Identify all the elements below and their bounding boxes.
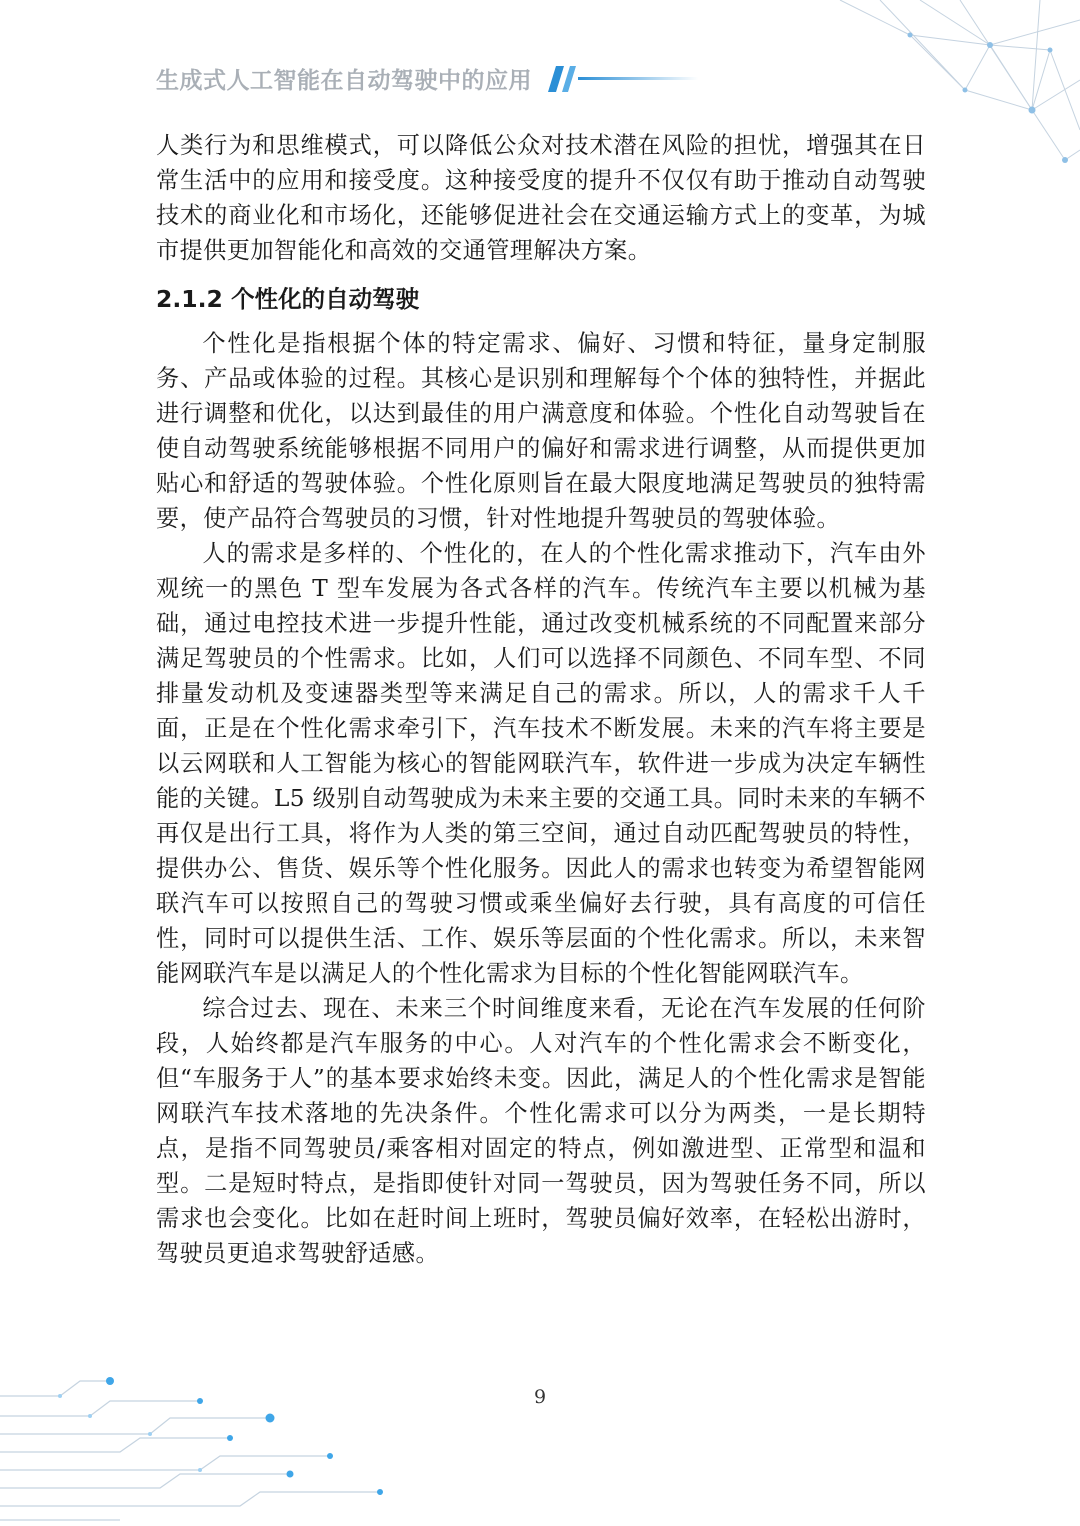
page-content <box>156 128 926 1271</box>
body-paragraph-3: 综合过去、现在、未来三个时间维度来看，无论在汽车发展的任何阶段，人始终都是汽车服务的中心。人对汽车的个性化需求会不断变化，但“车服务于人”的基本要求始终未变。因此，满足人的个性化需求是智能网联汽车技术落地的先决条件。个性化需求可以分为两类，一是长期特点，是指不同驾驶员/乘客相对固定的特点，例如激进型、正常型和温和型。二是短时特点，是指即使针对同一驾驶员，因为驾驶任务不同，所以需求也会变化。比如在赶时间上班时，驾驶员偏好效率，在轻松出游时，驾驶员更追求驾驶舒适感。 <box>156 995 926 1267</box>
intro-paragraph: 人类行为和思维模式，可以降低公众对技术潜在风险的担忧，增强其在日常生活中的应用和接受度。这种接受度的提升不仅仅有助于推动自动驾驶技术的商业化和市场化，还能够促进社会在交通运输方式上的变革，为城市提供更加智能化和高效的交通管理解决方案。 <box>156 132 926 264</box>
header-title: 生成式人工智能在自动驾驶中的应用 <box>156 68 532 94</box>
circuit-lines-decoration-icon <box>0 1356 420 1526</box>
slanted-bars-mark-icon <box>542 64 702 94</box>
page-number: 9 <box>533 1386 547 1408</box>
body-paragraph-1: 个性化是指根据个体的特定需求、偏好、习惯和特征，量身定制服务、产品或体验的过程。其核心是识别和理解每个个体的独特性，并据此进行调整和优化，以达到最佳的用户满意度和体验。个性化自动驾驶旨在使自动驾驶系统能够根据不同用户的偏好和需求进行调整，从而提供更加贴心和舒适的驾驶体验。个性化原则旨在最大限度地满足驾驶员的独特需要，使产品符合驾驶员的习惯，针对性地提升驾驶员的驾驶体验。 <box>156 330 926 532</box>
body-paragraph-2: 人的需求是多样的、个性化的，在人的个性化需求推动下，汽车由外观统一的黑色 T 型车发展为各式各样的汽车。传统汽车主要以机械为基础，通过电控技术进一步提升性能，通过改变机械系统的不同配置来部分满足驾驶员的个性需求。比如，人们可以选择不同颜色、不同车型、不同排量发动机及变速器类型等来满足自己的需求。所以，人的需求千人千面，正是在个性化需求牵引下，汽车技术不断发展。未来的汽车将主要是以云网联和人工智能为核心的智能网联汽车，软件进一步成为决定车辆性能的关键。L5 级别自动驾驶成为未来主要的交通工具。同时未来的车辆不再仅是出行工具，将作为人类的第三空间，通过自动匹配驾驶员的特性，提供办公、售货、娱乐等个性化服务。因此人的需求也转变为希望智能网联汽车可以按照自己的驾驶习惯或乘坐偏好去行驶，具有高度的可信任性，同时可以提供生活、工作、娱乐等层面的个性化需求。所以，未来智能网联汽车是以满足人的个性化需求为目标的个性化智能网联汽车。 <box>156 540 926 987</box>
section-heading: 2.1.2 个性化的自动驾驶 <box>156 285 420 313</box>
running-header <box>156 62 702 95</box>
